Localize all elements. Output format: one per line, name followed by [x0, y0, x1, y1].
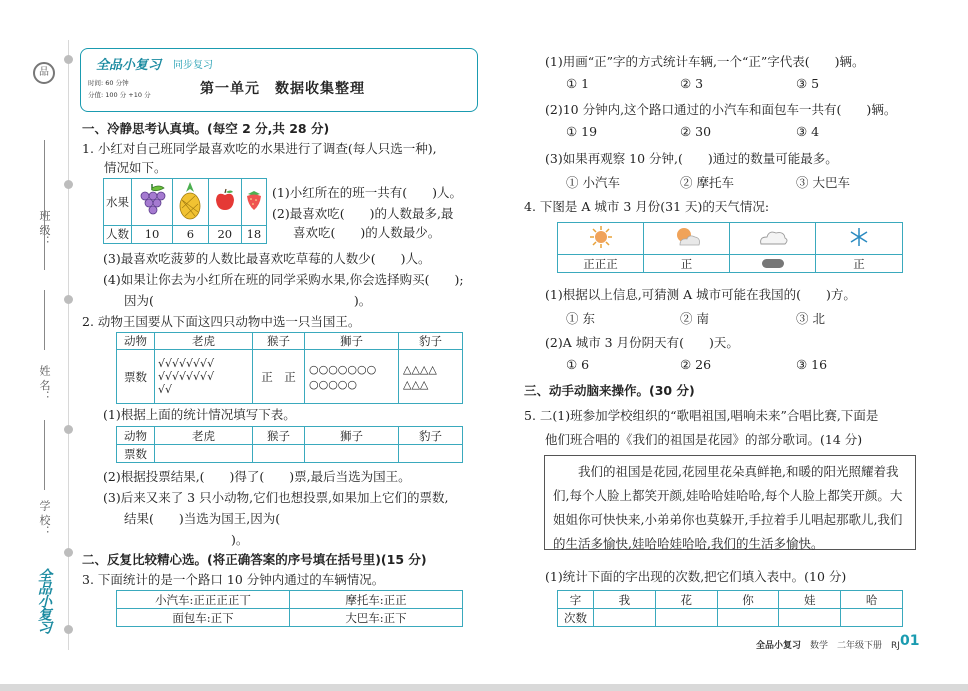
q3-sub3: (3)如果再观察 10 分钟,( )通过的数量可能最多。 — [545, 151, 838, 166]
char-wo: 我 — [594, 591, 656, 609]
q1-stem-cont: 情况如下。 — [104, 160, 167, 175]
tiger-votes-blank[interactable] — [155, 445, 253, 463]
tiger-header: 老虎 — [155, 427, 253, 445]
time-info: 时间: 60 分钟 — [88, 79, 129, 87]
char-hua: 花 — [655, 591, 717, 609]
grape-count: 10 — [132, 225, 173, 243]
leopard-header: 豹子 — [399, 427, 463, 445]
grape-icon — [132, 179, 173, 226]
smudged-count — [730, 255, 816, 273]
school-label: 学 校： — [38, 500, 51, 537]
header-logo: 全品小复习 — [92, 54, 165, 73]
class-label: 班 级： — [38, 210, 51, 247]
count-label: 次数 — [558, 609, 594, 627]
char-wa: 娃 — [779, 591, 841, 609]
section-1-title: 一、冷静思考认真填。(每空 2 分,共 28 分) — [82, 121, 330, 136]
binding-rail — [68, 40, 69, 650]
q3-sub2: (2)10 分钟内,这个路口通过的小汽车和面包车一共有( )辆。 — [545, 102, 897, 117]
count-blank[interactable] — [841, 609, 903, 627]
char-header: 字 — [558, 591, 594, 609]
q5-stem-cont: 他们班合唱的《我们的祖国是花园》的部分歌词。(14 分) — [545, 432, 863, 447]
q3-sub1-options: ① 1 ② 3 ③ 5 — [566, 76, 820, 91]
q2-stem: 2. 动物王国要从下面这四只动物中选一只当国王。 — [82, 314, 361, 329]
char-ha: 哈 — [841, 591, 903, 609]
monkey-votes: 正 正 — [253, 350, 305, 404]
q4-sub2: (2)A 城市 3 月份阴天有( )天。 — [545, 335, 739, 350]
name-label: 姓 名： — [38, 365, 51, 402]
q1-stem: 1. 小红对自己班同学最喜欢吃的水果进行了调查(每人只选一种), — [82, 141, 437, 156]
votes-label: 票数 — [117, 350, 155, 404]
strawberry-count: 18 — [241, 225, 266, 243]
motorcycle-tally: 摩托车:正正 — [290, 591, 463, 609]
q1-sub2: (2)最喜欢吃( )的人数最多,最 — [272, 206, 454, 221]
strawberry-icon — [241, 179, 266, 226]
footer-info: 全品小复习 数学 二年级下册 RJ — [756, 641, 900, 651]
sunny-count: 正正正 — [558, 255, 644, 273]
count-blank[interactable] — [594, 609, 656, 627]
pineapple-count: 6 — [173, 225, 209, 243]
section-3-title: 三、动手动脑来操作。(30 分) — [524, 383, 695, 398]
score-info: 分值: 100 分 +10 分 — [88, 91, 151, 99]
tiger-header: 老虎 — [155, 333, 253, 350]
count-blank[interactable] — [779, 609, 841, 627]
q4-stem: 4. 下图是 A 城市 3 月份(31 天)的天气情况: — [524, 199, 770, 214]
q5-sub1: (1)统计下面的字出现的次数,把它们填入表中。(10 分) — [545, 569, 847, 584]
q2-sub3-cont: 结果( )当选为国王,因为( — [124, 511, 468, 526]
char-count-table — [557, 590, 903, 627]
snow-count: 正 — [816, 255, 903, 273]
binding-hole — [64, 55, 73, 64]
q3-sub2-options: ① 19 ② 30 ③ 4 — [566, 124, 820, 139]
header-subtitle: 同步复习 — [170, 56, 216, 71]
q1-sub4-cont: 因为( )。 — [124, 293, 372, 308]
monkey-header: 猴子 — [253, 333, 305, 350]
binding-hole — [64, 425, 73, 434]
q4-sub2-options: ① 6 ② 26 ③ 16 — [566, 357, 828, 372]
q3-stem: 3. 下面统计的是一个路口 10 分钟内通过的车辆情况。 — [82, 572, 385, 587]
q1-sub4: (4)如果让你去为小红所在班的同学采购水果,你会选择购买( ); — [103, 272, 464, 287]
partly-cloudy-icon — [644, 223, 730, 255]
leopard-votes-blank[interactable] — [399, 445, 463, 463]
lion-header: 狮子 — [305, 427, 399, 445]
q3-sub1: (1)用画“正”字的方式统计车辆,一个“正”字代表( )辆。 — [545, 54, 865, 69]
brand-badge: 品 — [33, 62, 55, 84]
count-header: 人数 — [104, 225, 132, 243]
q1-sub2-cont: 喜欢吃( )的人数最少。 — [293, 225, 441, 240]
binding-hole — [64, 180, 73, 189]
van-tally: 面包车:正下 — [117, 609, 290, 627]
q2-sub1: (1)根据上面的统计情况填写下表。 — [103, 407, 296, 422]
weather-table — [557, 222, 903, 273]
monkey-votes-blank[interactable] — [253, 445, 305, 463]
pineapple-icon — [173, 179, 209, 226]
tiger-votes: √√√√√√√√ √√√√√√√√ √√ — [155, 350, 253, 404]
leopard-votes: △△△△ △△△ — [399, 350, 463, 404]
snow-icon — [816, 223, 903, 255]
section-2-title: 二、反复比较精心选。(将正确答案的序号填在括号里)(15 分) — [82, 552, 427, 567]
q5-stem: 5. 二(1)班参加学校组织的“歌唱祖国,唱响未来”合唱比赛,下面是 — [524, 408, 879, 423]
apple-count: 20 — [208, 225, 241, 243]
q1-sub3: (3)最喜欢吃菠萝的人数比最喜欢吃草莓的人数少( )人。 — [103, 251, 431, 266]
fruit-header: 水果 — [104, 179, 132, 226]
sunny-icon — [558, 223, 644, 255]
page-title: 第一单元 数据收集整理 — [200, 81, 365, 97]
lion-header: 狮子 — [305, 333, 399, 350]
partly-cloudy-count: 正 — [644, 255, 730, 273]
animal-header: 动物 — [117, 427, 155, 445]
lion-votes: ○○○○○○○ ○○○○○ — [305, 350, 399, 404]
vote-table — [116, 332, 463, 404]
fill-vote-table — [116, 426, 463, 463]
q2-sub3: (3)后来又来了 3 只小动物,它们也想投票,如果加上它们的票数, — [103, 490, 449, 505]
side-logo: 全品小复习 — [36, 568, 52, 633]
monkey-header: 猴子 — [253, 427, 305, 445]
lion-votes-blank[interactable] — [305, 445, 399, 463]
binding-margin — [0, 0, 60, 691]
q3-sub3-options: ① 小汽车 ② 摩托车 ③ 大巴车 — [566, 175, 850, 190]
bottom-bar — [0, 684, 968, 691]
binding-hole — [64, 625, 73, 634]
fruit-table — [103, 178, 267, 244]
q4-sub1-options: ① 东 ② 南 ③ 北 — [566, 311, 825, 326]
binding-hole — [64, 548, 73, 557]
class-line — [44, 140, 45, 270]
name-line — [44, 420, 45, 490]
char-ni: 你 — [717, 591, 779, 609]
divider — [44, 290, 45, 350]
leopard-header: 豹子 — [399, 333, 463, 350]
count-blank[interactable] — [717, 609, 779, 627]
cloudy-icon — [730, 223, 816, 255]
votes-label: 票数 — [117, 445, 155, 463]
vehicle-table — [116, 590, 463, 627]
apple-icon — [208, 179, 241, 226]
binding-hole — [64, 295, 73, 304]
q1-sub1: (1)小红所在的班一共有( )人。 — [272, 185, 462, 200]
animal-header: 动物 — [117, 333, 155, 350]
lyrics-box: 我们的祖国是花园,花园里花朵真鲜艳,和暖的阳光照耀着我们,每个人脸上都笑开颜,娃哈哈娃哈哈,每个人脸上都笑开颜。大姐姐你可快快来,小弟弟你也莫躲开,手拉着手儿唱起那歌儿,我们的生活多愉快,娃哈哈娃哈哈,我们的生活多愉快。 — [544, 455, 916, 550]
bus-tally: 大巴车:正下 — [290, 609, 463, 627]
car-tally: 小汽车:正正正正丅 — [117, 591, 290, 609]
q2-sub2: (2)根据投票结果,( )得了( )票,最后当选为国王。 — [103, 469, 411, 484]
count-blank[interactable] — [655, 609, 717, 627]
q2-sub3-end: )。 — [231, 532, 249, 547]
page-number: 01 — [900, 633, 920, 649]
q4-sub1: (1)根据以上信息,可猜测 A 城市可能在我国的( )方。 — [545, 287, 856, 302]
